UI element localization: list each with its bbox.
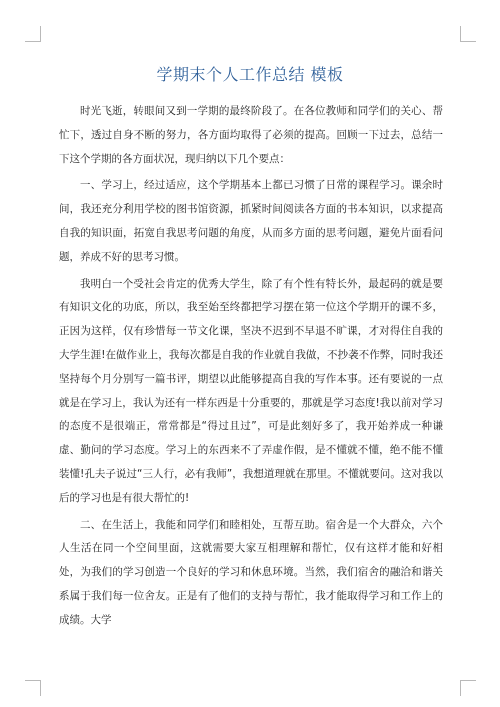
paragraph-attitude: 我明白一个受社会肯定的优秀大学生，除了有个性有特长外，最起码的就是要有知识文化的功底，所以，我至始至终都把学习摆在第一位这个学期开的课不多，正因为这样，仅有珍惜每一节文化课，坚决不迟到不早退不旷课，才对得住自我的大学生涯!在做作业上，我每次都是自我的作业就自我做，不抄袭不作弊，同时我还坚持每个月分别写一篇书评，期望以此能够提高自我的写作本事。还有要说的一点就是在学习上，我认为还有一样东西是十分重要的，那就是学习态度!我以前对学习的态度不是很端正，常常都是“得过且过”，可是此刻好多了，我开始养成一种谦虚、勤问的学习态度。学习上的东西来不了弄虚作假，是不懂就不懂，绝不能不懂装懂!孔夫子说过“三人行，必有我师”，我想道理就在那里。不懂就要问。这对我以后的学习也是有很大帮忙的! <box>59 277 443 504</box>
crop-mark-bottom-right <box>460 680 476 696</box>
crop-mark-bottom-left <box>25 680 41 696</box>
document-body <box>59 100 443 633</box>
crop-mark-top-left <box>25 26 41 42</box>
paragraph-life: 二、在生活上，我能和同学们和睦相处，互帮互助。宿舍是一个大群众，六个人生活在同一个空间里面，这就需要大家互相理解和帮忙，仅有这样才能和好相处，为我们的学习创造一个良好的学习和休息环境。当然，我们宿舍的融洽和谐关系属于我们每一位舍友。正是有了他们的支持与帮忙，我才能取得学习和工作上的成绩。大学 <box>59 518 443 626</box>
paragraph-intro: 时光飞逝，转眼间又到一学期的最终阶段了。在各位教师和同学们的关心、帮忙下，透过自身不断的努力，各方面均取得了必须的提高。回顾一下过去，总结一下这个学期的各方面状况，现归纳以下几个要点： <box>59 105 443 165</box>
crop-mark-top-right <box>460 26 476 42</box>
paragraph-study: 一、学习上，经过适应，这个学期基本上都已习惯了日常的课程学习。课余时间，我还充分利用学校的图书馆资源，抓紧时间阅读各方面的书本知识，以求提高自我的知识面，拓宽自我思考问题的角度，从而多方面的思考问题，避免片面看问题，养成不好的思考习惯。 <box>59 179 443 263</box>
document-title: 学期末个人工作总结 模板 <box>156 65 344 84</box>
